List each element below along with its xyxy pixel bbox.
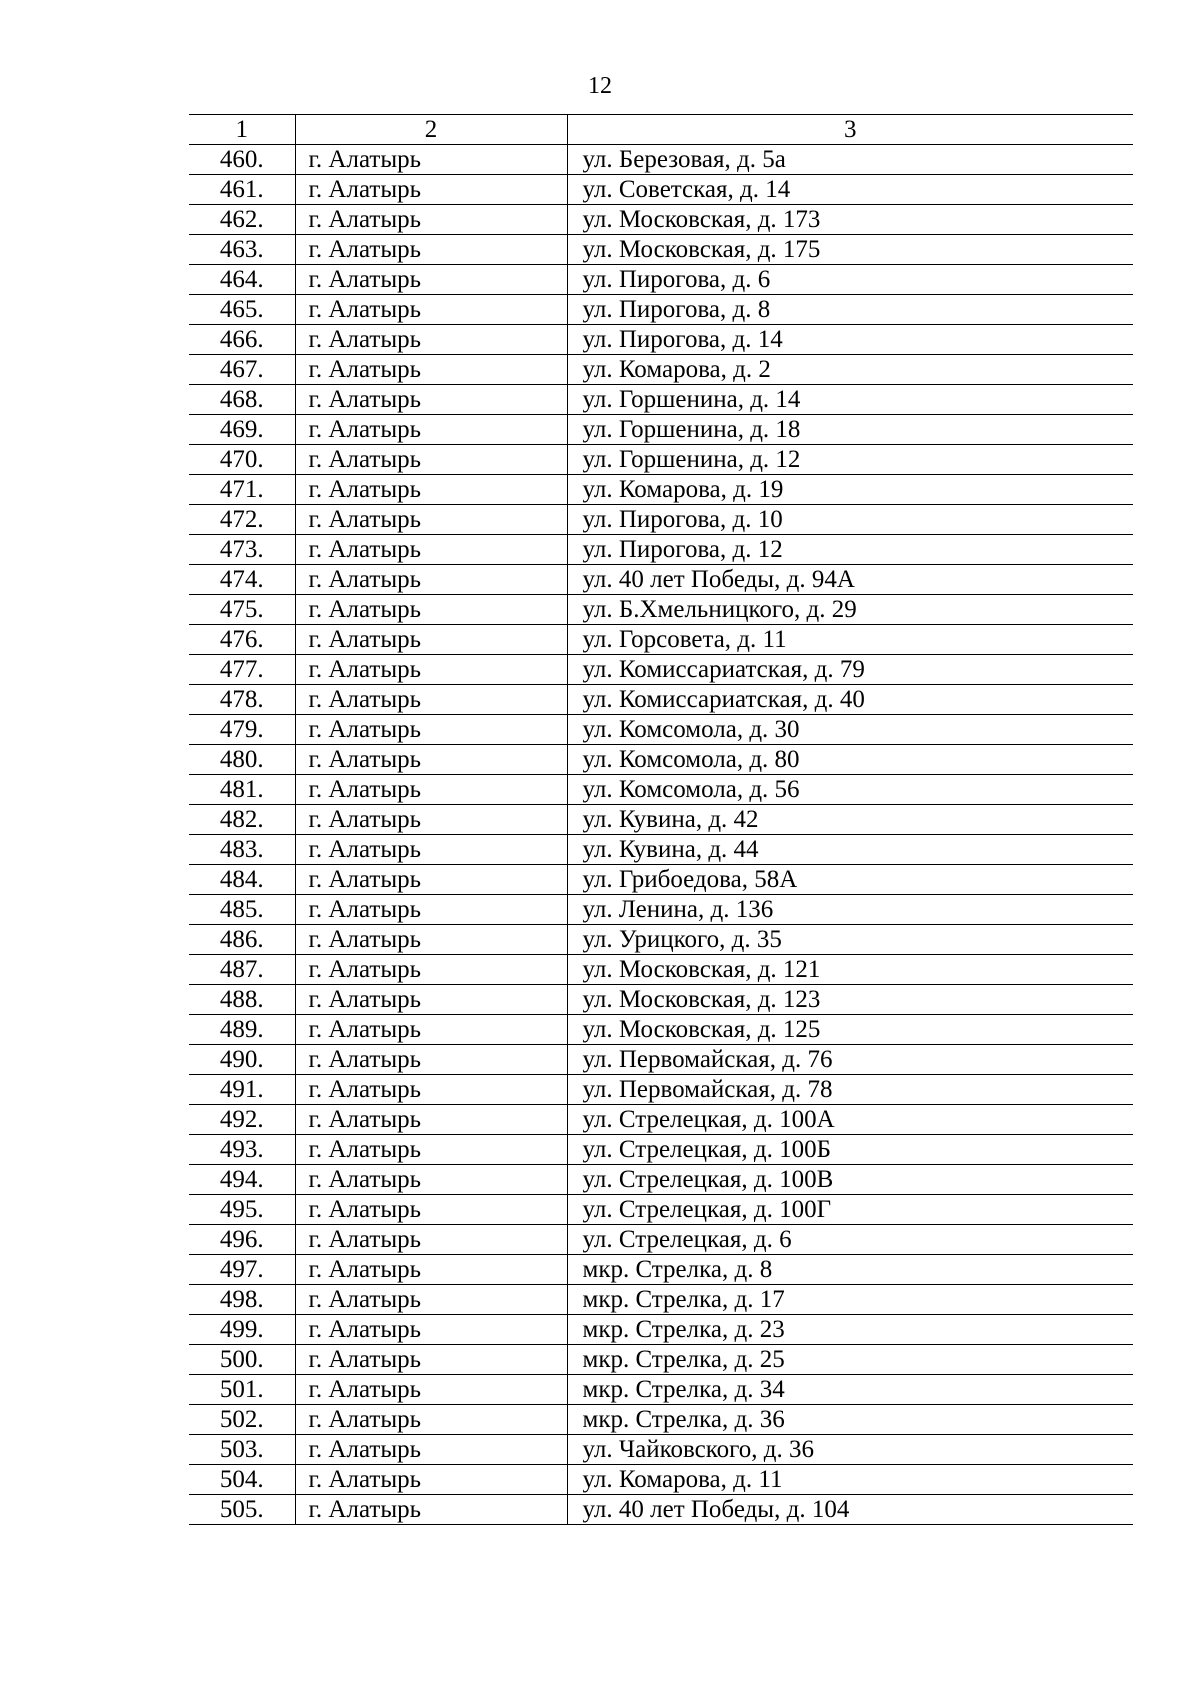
table-body xyxy=(189,115,1133,1525)
table-row xyxy=(189,1075,1133,1105)
row-number-cell: 488. xyxy=(189,985,295,1015)
table-row xyxy=(189,1045,1133,1075)
table-row xyxy=(189,655,1133,685)
city-cell: г. Алатырь xyxy=(295,865,567,895)
table-row xyxy=(189,805,1133,835)
row-number-cell: 467. xyxy=(189,355,295,385)
table-row xyxy=(189,1315,1133,1345)
row-number-cell: 480. xyxy=(189,745,295,775)
row-number-cell: 464. xyxy=(189,265,295,295)
address-cell: ул. Московская, д. 125 xyxy=(567,1015,1133,1045)
city-cell: г. Алатырь xyxy=(295,175,567,205)
address-cell: ул. Пирогова, д. 12 xyxy=(567,535,1133,565)
city-cell: г. Алатырь xyxy=(295,205,567,235)
address-cell: ул. Стрелецкая, д. 100Г xyxy=(567,1195,1133,1225)
table-row xyxy=(189,1435,1133,1465)
city-cell: г. Алатырь xyxy=(295,445,567,475)
address-cell: ул. 40 лет Победы, д. 104 xyxy=(567,1495,1133,1525)
address-cell: ул. Кувина, д. 44 xyxy=(567,835,1133,865)
table-row xyxy=(189,145,1133,175)
table-row xyxy=(189,745,1133,775)
address-cell: ул. Кувина, д. 42 xyxy=(567,805,1133,835)
city-cell: г. Алатырь xyxy=(295,475,567,505)
page-number: 12 xyxy=(588,73,612,99)
table-row xyxy=(189,955,1133,985)
city-cell: г. Алатырь xyxy=(295,715,567,745)
table-row xyxy=(189,475,1133,505)
table-row xyxy=(189,595,1133,625)
address-cell: ул. Пирогова, д. 14 xyxy=(567,325,1133,355)
table-row xyxy=(189,835,1133,865)
row-number-cell: 503. xyxy=(189,1435,295,1465)
row-number-cell: 493. xyxy=(189,1135,295,1165)
address-cell: ул. Комарова, д. 19 xyxy=(567,475,1133,505)
table-row xyxy=(189,1105,1133,1135)
column-header-2: 2 xyxy=(295,115,567,145)
table-row xyxy=(189,1285,1133,1315)
row-number-cell: 504. xyxy=(189,1465,295,1495)
table-row xyxy=(189,1375,1133,1405)
city-cell: г. Алатырь xyxy=(295,835,567,865)
address-cell: ул. Московская, д. 121 xyxy=(567,955,1133,985)
city-cell: г. Алатырь xyxy=(295,355,567,385)
city-cell: г. Алатырь xyxy=(295,1345,567,1375)
address-cell: ул. Советская, д. 14 xyxy=(567,175,1133,205)
table-row xyxy=(189,865,1133,895)
address-cell: ул. Комсомола, д. 56 xyxy=(567,775,1133,805)
row-number-cell: 465. xyxy=(189,295,295,325)
row-number-cell: 463. xyxy=(189,235,295,265)
row-number-cell: 485. xyxy=(189,895,295,925)
address-cell: ул. Московская, д. 173 xyxy=(567,205,1133,235)
row-number-cell: 497. xyxy=(189,1255,295,1285)
table-row xyxy=(189,715,1133,745)
city-cell: г. Алатырь xyxy=(295,1105,567,1135)
address-cell: ул. Комсомола, д. 80 xyxy=(567,745,1133,775)
address-cell: ул. Пирогова, д. 8 xyxy=(567,295,1133,325)
column-header-1: 1 xyxy=(189,115,295,145)
table-row xyxy=(189,985,1133,1015)
city-cell: г. Алатырь xyxy=(295,1015,567,1045)
row-number-cell: 475. xyxy=(189,595,295,625)
address-cell: ул. Стрелецкая, д. 100В xyxy=(567,1165,1133,1195)
address-cell: ул. Горсовета, д. 11 xyxy=(567,625,1133,655)
city-cell: г. Алатырь xyxy=(295,805,567,835)
address-cell: ул. Комарова, д. 11 xyxy=(567,1465,1133,1495)
row-number-cell: 473. xyxy=(189,535,295,565)
address-cell: ул. Первомайская, д. 76 xyxy=(567,1045,1133,1075)
city-cell: г. Алатырь xyxy=(295,925,567,955)
city-cell: г. Алатырь xyxy=(295,1135,567,1165)
row-number-cell: 477. xyxy=(189,655,295,685)
address-cell: ул. Ленина, д. 136 xyxy=(567,895,1133,925)
city-cell: г. Алатырь xyxy=(295,1195,567,1225)
table-row xyxy=(189,235,1133,265)
city-cell: г. Алатырь xyxy=(295,685,567,715)
address-cell: ул. Пирогова, д. 6 xyxy=(567,265,1133,295)
row-number-cell: 500. xyxy=(189,1345,295,1375)
row-number-cell: 498. xyxy=(189,1285,295,1315)
address-cell: ул. 40 лет Победы, д. 94А xyxy=(567,565,1133,595)
table-row xyxy=(189,1255,1133,1285)
table-row xyxy=(189,175,1133,205)
row-number-cell: 479. xyxy=(189,715,295,745)
row-number-cell: 469. xyxy=(189,415,295,445)
address-cell: ул. Стрелецкая, д. 100А xyxy=(567,1105,1133,1135)
city-cell: г. Алатырь xyxy=(295,1465,567,1495)
table-row xyxy=(189,535,1133,565)
table-row xyxy=(189,565,1133,595)
table-row xyxy=(189,1015,1133,1045)
row-number-cell: 483. xyxy=(189,835,295,865)
row-number-cell: 476. xyxy=(189,625,295,655)
table-row xyxy=(189,265,1133,295)
row-number-cell: 466. xyxy=(189,325,295,355)
address-cell: мкр. Стрелка, д. 34 xyxy=(567,1375,1133,1405)
city-cell: г. Алатырь xyxy=(295,295,567,325)
row-number-cell: 468. xyxy=(189,385,295,415)
city-cell: г. Алатырь xyxy=(295,1075,567,1105)
city-cell: г. Алатырь xyxy=(295,955,567,985)
table-row xyxy=(189,355,1133,385)
address-cell: ул. Стрелецкая, д. 100Б xyxy=(567,1135,1133,1165)
city-cell: г. Алатырь xyxy=(295,1435,567,1465)
column-header-3: 3 xyxy=(567,115,1133,145)
city-cell: г. Алатырь xyxy=(295,1405,567,1435)
table-row xyxy=(189,1345,1133,1375)
table-row xyxy=(189,205,1133,235)
table-row xyxy=(189,385,1133,415)
table-row xyxy=(189,415,1133,445)
city-cell: г. Алатырь xyxy=(295,655,567,685)
table-row xyxy=(189,505,1133,535)
address-cell: ул. Комарова, д. 2 xyxy=(567,355,1133,385)
table-row xyxy=(189,775,1133,805)
table-row xyxy=(189,925,1133,955)
city-cell: г. Алатырь xyxy=(295,505,567,535)
city-cell: г. Алатырь xyxy=(295,1375,567,1405)
table-row xyxy=(189,445,1133,475)
city-cell: г. Алатырь xyxy=(295,775,567,805)
address-table xyxy=(189,114,1133,1525)
table-row xyxy=(189,625,1133,655)
city-cell: г. Алатырь xyxy=(295,745,567,775)
row-number-cell: 478. xyxy=(189,685,295,715)
row-number-cell: 505. xyxy=(189,1495,295,1525)
table-row xyxy=(189,1495,1133,1525)
address-cell: ул. Горшенина, д. 14 xyxy=(567,385,1133,415)
table-row xyxy=(189,1135,1133,1165)
row-number-cell: 471. xyxy=(189,475,295,505)
address-cell: мкр. Стрелка, д. 8 xyxy=(567,1255,1133,1285)
row-number-cell: 499. xyxy=(189,1315,295,1345)
address-cell: ул. Горшенина, д. 12 xyxy=(567,445,1133,475)
table-row xyxy=(189,895,1133,925)
city-cell: г. Алатырь xyxy=(295,1045,567,1075)
row-number-cell: 502. xyxy=(189,1405,295,1435)
row-number-cell: 474. xyxy=(189,565,295,595)
address-cell: ул. Первомайская, д. 78 xyxy=(567,1075,1133,1105)
row-number-cell: 484. xyxy=(189,865,295,895)
address-cell: ул. Березовая, д. 5а xyxy=(567,145,1133,175)
city-cell: г. Алатырь xyxy=(295,985,567,1015)
city-cell: г. Алатырь xyxy=(295,265,567,295)
row-number-cell: 494. xyxy=(189,1165,295,1195)
table-row xyxy=(189,1225,1133,1255)
address-cell: мкр. Стрелка, д. 17 xyxy=(567,1285,1133,1315)
row-number-cell: 490. xyxy=(189,1045,295,1075)
address-cell: ул. Комиссариатская, д. 40 xyxy=(567,685,1133,715)
city-cell: г. Алатырь xyxy=(295,325,567,355)
address-cell: ул. Пирогова, д. 10 xyxy=(567,505,1133,535)
row-number-cell: 470. xyxy=(189,445,295,475)
table-row xyxy=(189,685,1133,715)
city-cell: г. Алатырь xyxy=(295,1225,567,1255)
row-number-cell: 461. xyxy=(189,175,295,205)
address-cell: ул. Стрелецкая, д. 6 xyxy=(567,1225,1133,1255)
table-row xyxy=(189,325,1133,355)
address-cell: ул. Комсомола, д. 30 xyxy=(567,715,1133,745)
address-cell: ул. Московская, д. 123 xyxy=(567,985,1133,1015)
address-cell: ул. Чайковского, д. 36 xyxy=(567,1435,1133,1465)
city-cell: г. Алатырь xyxy=(295,235,567,265)
table-row xyxy=(189,1165,1133,1195)
address-cell: ул. Б.Хмельницкого, д. 29 xyxy=(567,595,1133,625)
address-cell: мкр. Стрелка, д. 25 xyxy=(567,1345,1133,1375)
address-cell: мкр. Стрелка, д. 23 xyxy=(567,1315,1133,1345)
row-number-cell: 481. xyxy=(189,775,295,805)
address-cell: мкр. Стрелка, д. 36 xyxy=(567,1405,1133,1435)
address-cell: ул. Грибоедова, 58А xyxy=(567,865,1133,895)
row-number-cell: 501. xyxy=(189,1375,295,1405)
city-cell: г. Алатырь xyxy=(295,1255,567,1285)
address-cell: ул. Комиссариатская, д. 79 xyxy=(567,655,1133,685)
row-number-cell: 482. xyxy=(189,805,295,835)
city-cell: г. Алатырь xyxy=(295,1495,567,1525)
row-number-cell: 491. xyxy=(189,1075,295,1105)
row-number-cell: 462. xyxy=(189,205,295,235)
city-cell: г. Алатырь xyxy=(295,415,567,445)
row-number-cell: 489. xyxy=(189,1015,295,1045)
city-cell: г. Алатырь xyxy=(295,535,567,565)
address-cell: ул. Горшенина, д. 18 xyxy=(567,415,1133,445)
table-row xyxy=(189,295,1133,325)
city-cell: г. Алатырь xyxy=(295,385,567,415)
row-number-cell: 495. xyxy=(189,1195,295,1225)
table-row xyxy=(189,1405,1133,1435)
row-number-cell: 496. xyxy=(189,1225,295,1255)
row-number-cell: 487. xyxy=(189,955,295,985)
city-cell: г. Алатырь xyxy=(295,625,567,655)
city-cell: г. Алатырь xyxy=(295,145,567,175)
row-number-cell: 492. xyxy=(189,1105,295,1135)
row-number-cell: 472. xyxy=(189,505,295,535)
city-cell: г. Алатырь xyxy=(295,895,567,925)
table-row xyxy=(189,1465,1133,1495)
row-number-cell: 460. xyxy=(189,145,295,175)
city-cell: г. Алатырь xyxy=(295,1285,567,1315)
city-cell: г. Алатырь xyxy=(295,565,567,595)
city-cell: г. Алатырь xyxy=(295,1165,567,1195)
table-row xyxy=(189,1195,1133,1225)
address-cell: ул. Московская, д. 175 xyxy=(567,235,1133,265)
city-cell: г. Алатырь xyxy=(295,1315,567,1345)
row-number-cell: 486. xyxy=(189,925,295,955)
address-cell: ул. Урицкого, д. 35 xyxy=(567,925,1133,955)
city-cell: г. Алатырь xyxy=(295,595,567,625)
table-header-row xyxy=(189,115,1133,145)
